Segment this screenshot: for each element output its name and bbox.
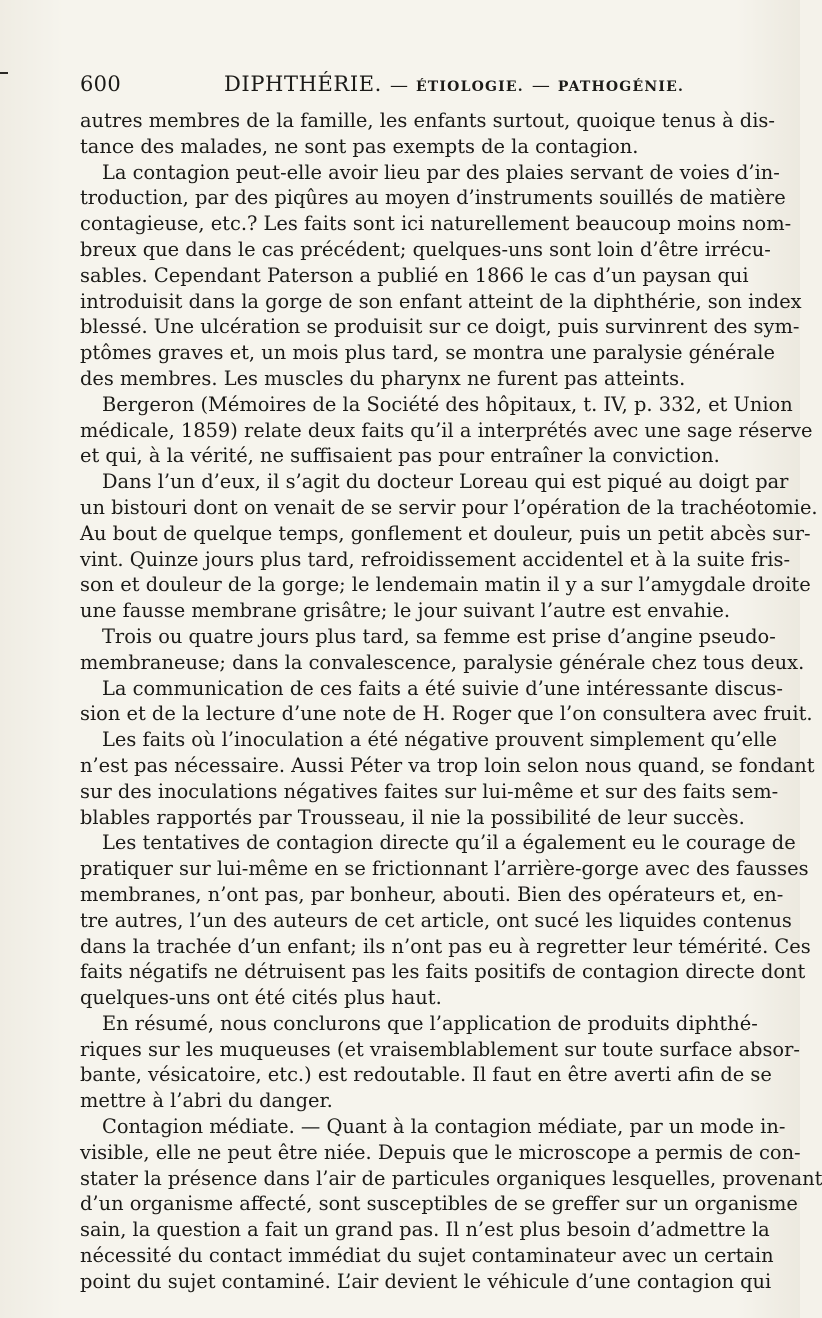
text-line: dans la trachée d’un enfant; ils n’ont pas eu à regretter leur témérité. Ces (80, 934, 811, 958)
text-line: Les faits où l’inoculation a été négative prouvent simplement qu’elle (102, 728, 778, 752)
text-line: d’un organisme affecté, sont susceptibles de se greffer sur un organisme (80, 1192, 798, 1216)
text-line: bante, vésicatoire, etc.) est redoutable. Il faut en être averti afin de se (80, 1063, 772, 1087)
running-head-dash: — (531, 75, 550, 96)
text-line: point du sujet contaminé. L’air devient le véhicule d’une contagion qui (80, 1269, 772, 1293)
text-line: ptômes graves et, un mois plus tard, se montra une paralysie générale (80, 341, 775, 365)
text-line: mettre à l’abri du danger. (80, 1089, 333, 1113)
margin-mark (0, 72, 8, 74)
text-line: stater la présence dans l’air de particules organiques lesquelles, provenant (80, 1166, 822, 1190)
running-head-title: DIPHTHÉRIE. (224, 72, 382, 96)
body-text (80, 108, 822, 1295)
text-line: tre autres, l’un des auteurs de cet article, ont sucé les liquides contenus (80, 908, 792, 932)
text-line: sur des inoculations négatives faites sur lui-même et sur des faits sem- (80, 779, 779, 803)
text-line: blessé. Une ulcération se produisit sur ce doigt, puis survinrent des sym- (80, 315, 800, 339)
text-line: La communication de ces faits a été suivie d’une intéressante discus- (102, 676, 783, 700)
running-head-subsection: PATHOGÉNIE. (557, 79, 685, 95)
text-line: Dans l’un d’eux, il s’agit du docteur Loreau qui est piqué au doigt par (102, 470, 789, 494)
text-line: membraneuse; dans la convalescence, paralysie générale chez tous deux. (80, 650, 805, 674)
text-line: sain, la question a fait un grand pas. Il n’est plus besoin d’admettre la (80, 1218, 770, 1242)
text-line: En résumé, nous conclurons que l’application de produits diphthé- (102, 1011, 758, 1035)
text-line: quelques-uns ont été cités plus haut. (80, 986, 442, 1010)
text-line: Bergeron (Mémoires de la Société des hôpitaux, t. IV, p. 332, et Union (102, 392, 793, 416)
text-line: son et douleur de la gorge; le lendemain matin il y a sur l’amygdale droite (80, 573, 811, 597)
text-line: des membres. Les muscles du pharynx ne furent pas atteints. (80, 366, 686, 390)
text-line: n’est pas nécessaire. Aussi Péter va trop loin selon nous quand, se fondant (80, 753, 815, 777)
page-number: 600 (80, 72, 121, 96)
text-line: vint. Quinze jours plus tard, refroidissement accidentel et à la suite fris- (80, 547, 790, 571)
text-line: Au bout de quelque temps, gonflement et douleur, puis un petit abcès sur- (80, 521, 811, 545)
running-head-dash: — (389, 75, 408, 96)
page-header (80, 68, 740, 102)
text-line: nécessité du contact immédiat du sujet contaminateur avec un certain (80, 1244, 774, 1268)
text-line: et qui, à la vérité, ne suffisaient pas pour entraîner la conviction. (80, 444, 720, 468)
text-line: pratiquer sur lui-même en se frictionnant l’arrière-gorge avec des fausses (80, 857, 809, 881)
text-line: La contagion peut-elle avoir lieu par des plaies servant de voies d’in- (102, 160, 780, 184)
text-line: sables. Cependant Paterson a publié en 1866 le cas d’un paysan qui (80, 263, 749, 287)
text-line: contagieuse, etc.? Les faits sont ici naturellement beaucoup moins nom- (80, 212, 792, 236)
text-line: troduction, par des piqûres au moyen d’instruments souillés de matière (80, 186, 786, 210)
running-head-section: ÉTIOLOGIE. (415, 79, 524, 95)
running-head (224, 72, 684, 96)
text-line: visible, elle ne peut être niée. Depuis que le microscope a permis de con- (80, 1140, 801, 1164)
text-line: une fausse membrane grisâtre; le jour suivant l’autre est envahie. (80, 599, 730, 623)
text-line: Trois ou quatre jours plus tard, sa femme est prise d’angine pseudo- (102, 624, 776, 648)
text-line: faits négatifs ne détruisent pas les faits positifs de contagion directe dont (80, 960, 806, 984)
text-line: Les tentatives de contagion directe qu’il a également eu le courage de (102, 831, 796, 855)
text-line: Contagion médiate. — Quant à la contagion médiate, par un mode in- (102, 1115, 786, 1139)
text-line: autres membres de la famille, les enfants surtout, quoique tenus à dis- (80, 109, 775, 132)
text-line: breux que dans le cas précédent; quelques-uns sont loin d’être irrécu- (80, 237, 771, 261)
text-line: un bistouri dont on venait de se servir pour l’opération de la trachéotomie. (80, 495, 818, 519)
text-line: blables rapportés par Trousseau, il nie la possibilité de leur succès. (80, 805, 745, 829)
text-line: membranes, n’ont pas, par bonheur, abouti. Bien des opérateurs et, en- (80, 882, 784, 906)
text-line: médicale, 1859) relate deux faits qu’il a interprétés avec une sage réserve (80, 418, 813, 442)
text-line: introduisit dans la gorge de son enfant atteint de la diphthérie, son index (80, 289, 802, 313)
text-line: sion et de la lecture d’une note de H. Roger que l’on consultera avec fruit. (80, 702, 813, 726)
text-line: tance des malades, ne sont pas exempts de la contagion. (80, 134, 639, 158)
text-line: riques sur les muqueuses (et vraisemblablement sur toute surface absor- (80, 1037, 800, 1061)
